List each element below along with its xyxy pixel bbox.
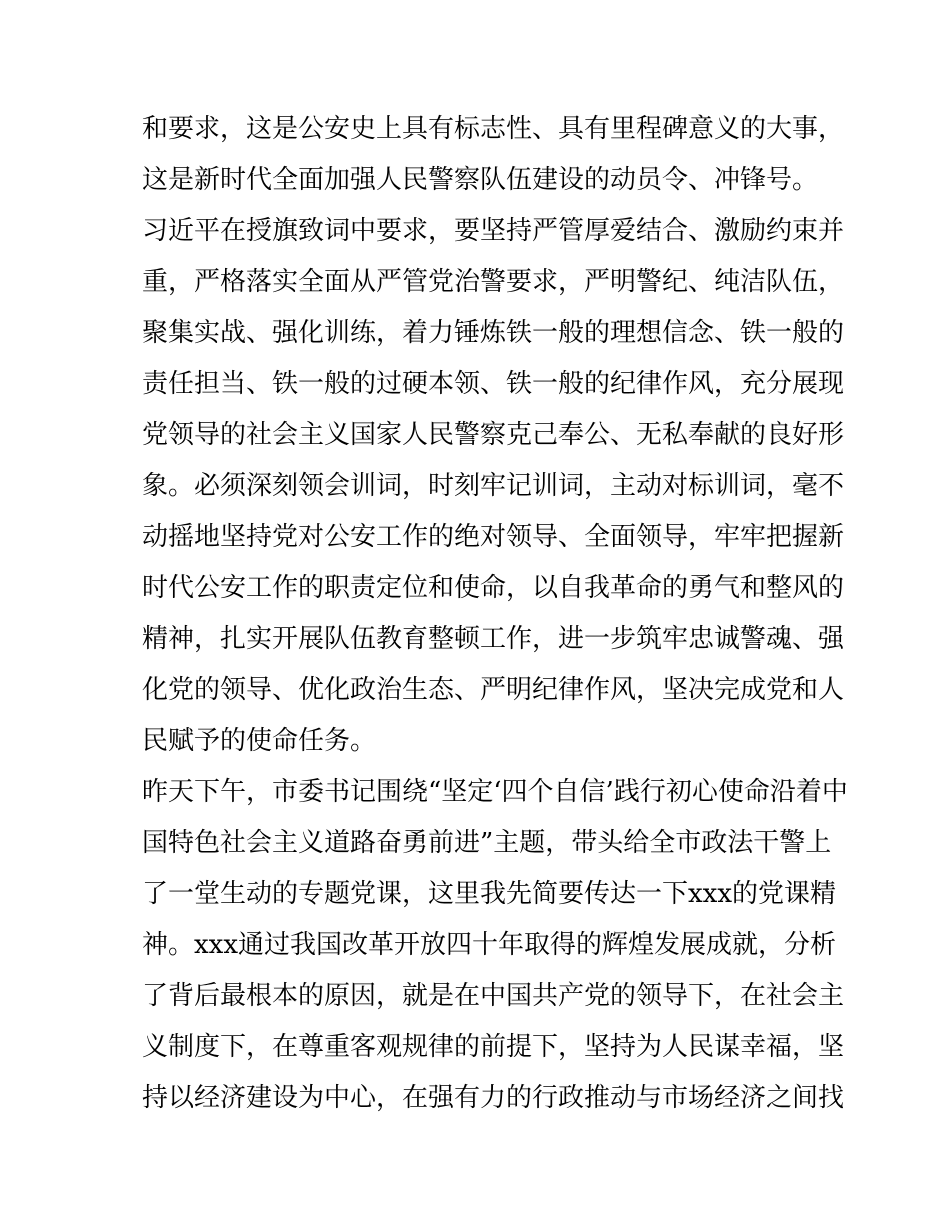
text-line: 义制度下，在尊重客观规律的前提下，坚持为人民谋幸福，坚 xyxy=(142,1032,845,1062)
text-line: 动摇地坚持党对公安工作的绝对领导、全面领导，牢牢把握新 xyxy=(142,522,845,552)
text-line: 精神，扎实开展队伍教育整顿工作，进一步筑牢忠诚警魂、强 xyxy=(142,624,845,654)
text-line: 聚集实战、强化训练，着力锤炼铁一般的理想信念、铁一般的 xyxy=(142,318,845,348)
text-line: 时代公安工作的职责定位和使命，以自我革命的勇气和整风的 xyxy=(142,573,845,603)
text-line: 象。必须深刻领会训词，时刻牢记训词，主动对标训词，毫不 xyxy=(142,471,845,501)
text-line: 神。xxx通过我国改革开放四十年取得的辉煌发展成就，分析 xyxy=(142,930,836,960)
text-line: 昨天下午，市委书记围绕“坚定‘四个自信’践行初心使命沿着中 xyxy=(142,777,848,807)
text-line: 化党的领导、优化政治生态、严明纪律作风，坚决完成党和人 xyxy=(142,675,845,705)
text-line: 民赋予的使命任务。 xyxy=(142,726,377,756)
text-line: 重，严格落实全面从严管党治警要求，严明警纪、纯洁队伍， xyxy=(142,267,845,297)
text-line: 责任担当、铁一般的过硬本领、铁一般的纪律作风，充分展现 xyxy=(142,369,845,399)
text-line: 了背后最根本的原因，就是在中国共产党的领导下，在社会主 xyxy=(142,981,845,1011)
body-text xyxy=(142,104,848,1124)
text-line: 这是新时代全面加强人民警察队伍建设的动员令、冲锋号。 xyxy=(142,165,819,195)
text-line: 了一堂生动的专题党课，这里我先简要传达一下xxx的党课精 xyxy=(142,879,836,909)
text-line: 和要求，这是公安史上具有标志性、具有里程碑意义的大事， xyxy=(142,114,845,144)
text-line: 国特色社会主义道路奋勇前进”主题，带头给全市政法干警上 xyxy=(142,828,832,858)
text-line: 习近平在授旗致词中要求，要坚持严管厚爱结合、激励约束并 xyxy=(142,216,845,246)
text-line: 持以经济建设为中心，在强有力的行政推动与市场经济之间找 xyxy=(142,1083,845,1113)
text-line: 党领导的社会主义国家人民警察克己奉公、无私奉献的良好形 xyxy=(142,420,845,450)
